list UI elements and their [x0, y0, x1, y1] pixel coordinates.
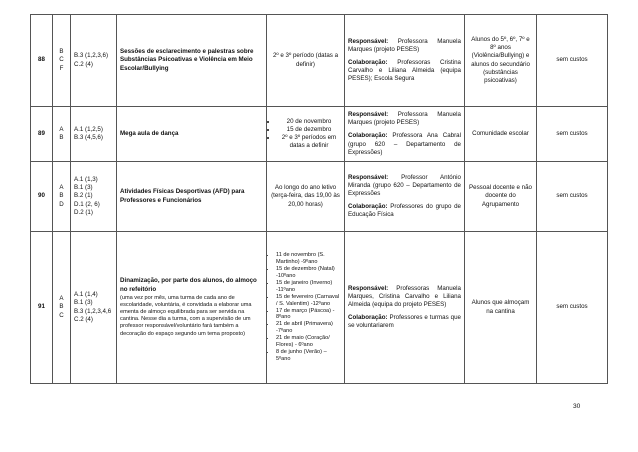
calendar-date: • 2º e 3º períodos em datas a definir — [277, 134, 341, 150]
activity-description: (uma vez por mês, uma turma de cada ano de escolaridade, voluntária, é convidada a elaborar uma ementa de almoço equilibrada para ser servida na cantina. Nesse dia a turma, com a supervisão de um professor responsável/voluntário fará também a decoração do espaço segundo um tema proposto) — [120, 294, 252, 337]
domain-letters — [53, 232, 71, 384]
calendar-date: • 15 de fevereiro (Carnaval / S. Valentim) -12ºano — [276, 294, 341, 308]
table-row — [31, 232, 608, 384]
table-row — [31, 15, 608, 107]
calendar-date: • 21 de abril (Primavera) -7ºano — [276, 321, 341, 335]
target-public-cell: Alunos que almoçam na cantina — [465, 232, 537, 384]
activity-plan-table — [30, 14, 608, 384]
activity-cell — [117, 232, 267, 384]
calendar-date: • 20 de novembro — [277, 118, 341, 126]
calendar-date: • 17 de março (Páscoa) - 8ºano — [276, 308, 341, 322]
activity-title: Dinamização, por parte dos alunos, do almoço no refeitório — [120, 277, 257, 293]
criterion: B.1 (3) — [74, 184, 93, 192]
criterion: A.1 (1,3) — [74, 176, 98, 184]
responsible-cell — [345, 107, 465, 162]
criterion: B.3 (4,5,6) — [74, 134, 103, 141]
responsible-text: Professora Manuela Marques (projeto PESES) — [348, 37, 461, 53]
criterion: C.2 (4) — [74, 315, 93, 323]
criterion: D.1 (2, 6) — [74, 200, 100, 208]
criterion: D.2 (1) — [74, 208, 93, 216]
activity-cell — [117, 15, 267, 107]
criterion: A.1 (1,4) — [74, 291, 98, 299]
cost-cell: sem custos — [537, 15, 608, 107]
calendar-date: • 15 de dezembro — [277, 126, 341, 134]
domain-letters — [53, 107, 71, 162]
domain-letters — [53, 162, 71, 232]
responsible-cell — [345, 162, 465, 232]
cost-cell: sem custos — [537, 107, 608, 162]
calendar-cell: 2º e 3º período (datas a definir) — [267, 15, 345, 107]
criterion: B.2 (1) — [74, 192, 93, 200]
calendar-date: • 8 de junho (Verão) – 5ºano — [276, 349, 341, 363]
responsible-text: Professora Manuela Marques (projeto PESES) — [348, 111, 461, 127]
criteria-cell — [71, 232, 117, 384]
domain-letter: B — [59, 192, 64, 200]
calendar-cell — [267, 107, 345, 162]
responsible-label: Responsável: — [348, 284, 389, 292]
activity-cell — [117, 107, 267, 162]
criterion: B.3 (1,2,3,4,6 — [74, 307, 112, 315]
cost-cell: sem custos — [537, 162, 608, 232]
table-row — [31, 107, 608, 162]
criteria-cell — [71, 107, 117, 162]
responsible-label: Responsável: — [348, 173, 389, 181]
calendar-date: • 11 de novembro (S. Martinho) -9ºano — [276, 252, 341, 266]
criterion: A.1 (1,2,5) — [74, 125, 103, 133]
criterion: C.2 (4) — [74, 60, 93, 68]
responsible-label: Responsável: — [348, 37, 389, 45]
domain-letter: B — [59, 48, 64, 56]
criteria-cell — [71, 15, 117, 107]
activity-number: 89 — [31, 107, 53, 162]
target-public-cell: Pessoal docente e não docente do Agrupamento — [465, 162, 537, 232]
domain-letter: A — [59, 125, 64, 133]
collaboration-text: Professores e turmas que se voluntariarem — [348, 314, 461, 330]
responsible-cell — [345, 15, 465, 107]
domain-letter: C — [59, 311, 64, 319]
activity-title: Sessões de esclarecimento e palestras sobre Substâncias Psicoativas e Violência em Meio Escolar/Bullying — [120, 48, 254, 72]
domain-letter: F — [59, 64, 64, 72]
collaboration-label: Colaboração: — [348, 314, 388, 322]
responsible-cell — [345, 232, 465, 384]
domain-letter: A — [59, 184, 64, 192]
domain-letter: B — [59, 134, 64, 141]
activity-number: 91 — [31, 232, 53, 384]
domain-letter: D — [59, 200, 64, 208]
calendar-date: • 21 de maio (Coração/ Flores) - 6ºano — [276, 335, 341, 349]
collaboration-text: Professores do grupo de Educação Física — [348, 203, 461, 219]
calendar-date: • 15 de dezembro (Natal) -10ºano — [276, 266, 341, 280]
criteria-cell — [71, 162, 117, 232]
responsible-label: Responsável: — [348, 111, 389, 119]
collaboration-text: Professora Ana Cabral (grupo 620 – Departamento de Expressões) — [348, 132, 461, 156]
calendar-date: • 15 de janeiro (Inverno) -11ºano — [276, 280, 341, 294]
collaboration-label: Colaboração: — [348, 132, 388, 140]
collaboration-label: Colaboração: — [348, 203, 388, 211]
activity-title: Atividades Físicas Desportivas (AFD) para Professores e Funcionários — [120, 188, 245, 204]
collaboration-text: Professoras Cristina Carvalho e Liliana Almeida (equipa PESES); Escola Segura — [348, 58, 461, 83]
activity-title: Mega aula de dança — [120, 129, 179, 137]
domain-letter: C — [59, 56, 64, 64]
domain-letter: B — [59, 303, 64, 311]
table-row — [31, 162, 608, 232]
domain-letter: A — [59, 295, 64, 303]
activity-cell — [117, 162, 267, 232]
criterion: B.1 (3) — [74, 299, 93, 307]
target-public-cell: Comunidade escolar — [465, 107, 537, 162]
activity-number: 90 — [31, 162, 53, 232]
collaboration-label: Colaboração: — [348, 58, 388, 66]
cost-cell: sem custos — [537, 232, 608, 384]
page-number: 30 — [573, 403, 581, 410]
responsible-text: Professoras Manuela Marques, Cristina Carvalho e Liliana Almeida (equipa do projeto PESES) — [348, 284, 461, 308]
criterion: B.3 (1,2,3,6) — [74, 52, 109, 60]
target-public-cell: Alunos do 5º, 6º, 7º e 8º anos (Violência/Bullying) e alunos do secundário (substâncias psicoativas) — [465, 15, 537, 107]
domain-letters — [53, 15, 71, 107]
calendar-cell — [267, 232, 345, 384]
activity-number: 88 — [31, 15, 53, 107]
calendar-cell: Ao longo do ano letivo (terça-feira, das 19,00 às 20,00 horas) — [267, 162, 345, 232]
responsible-text: Professor António Miranda (grupo 620 – Departamento de Expressões — [348, 173, 461, 197]
